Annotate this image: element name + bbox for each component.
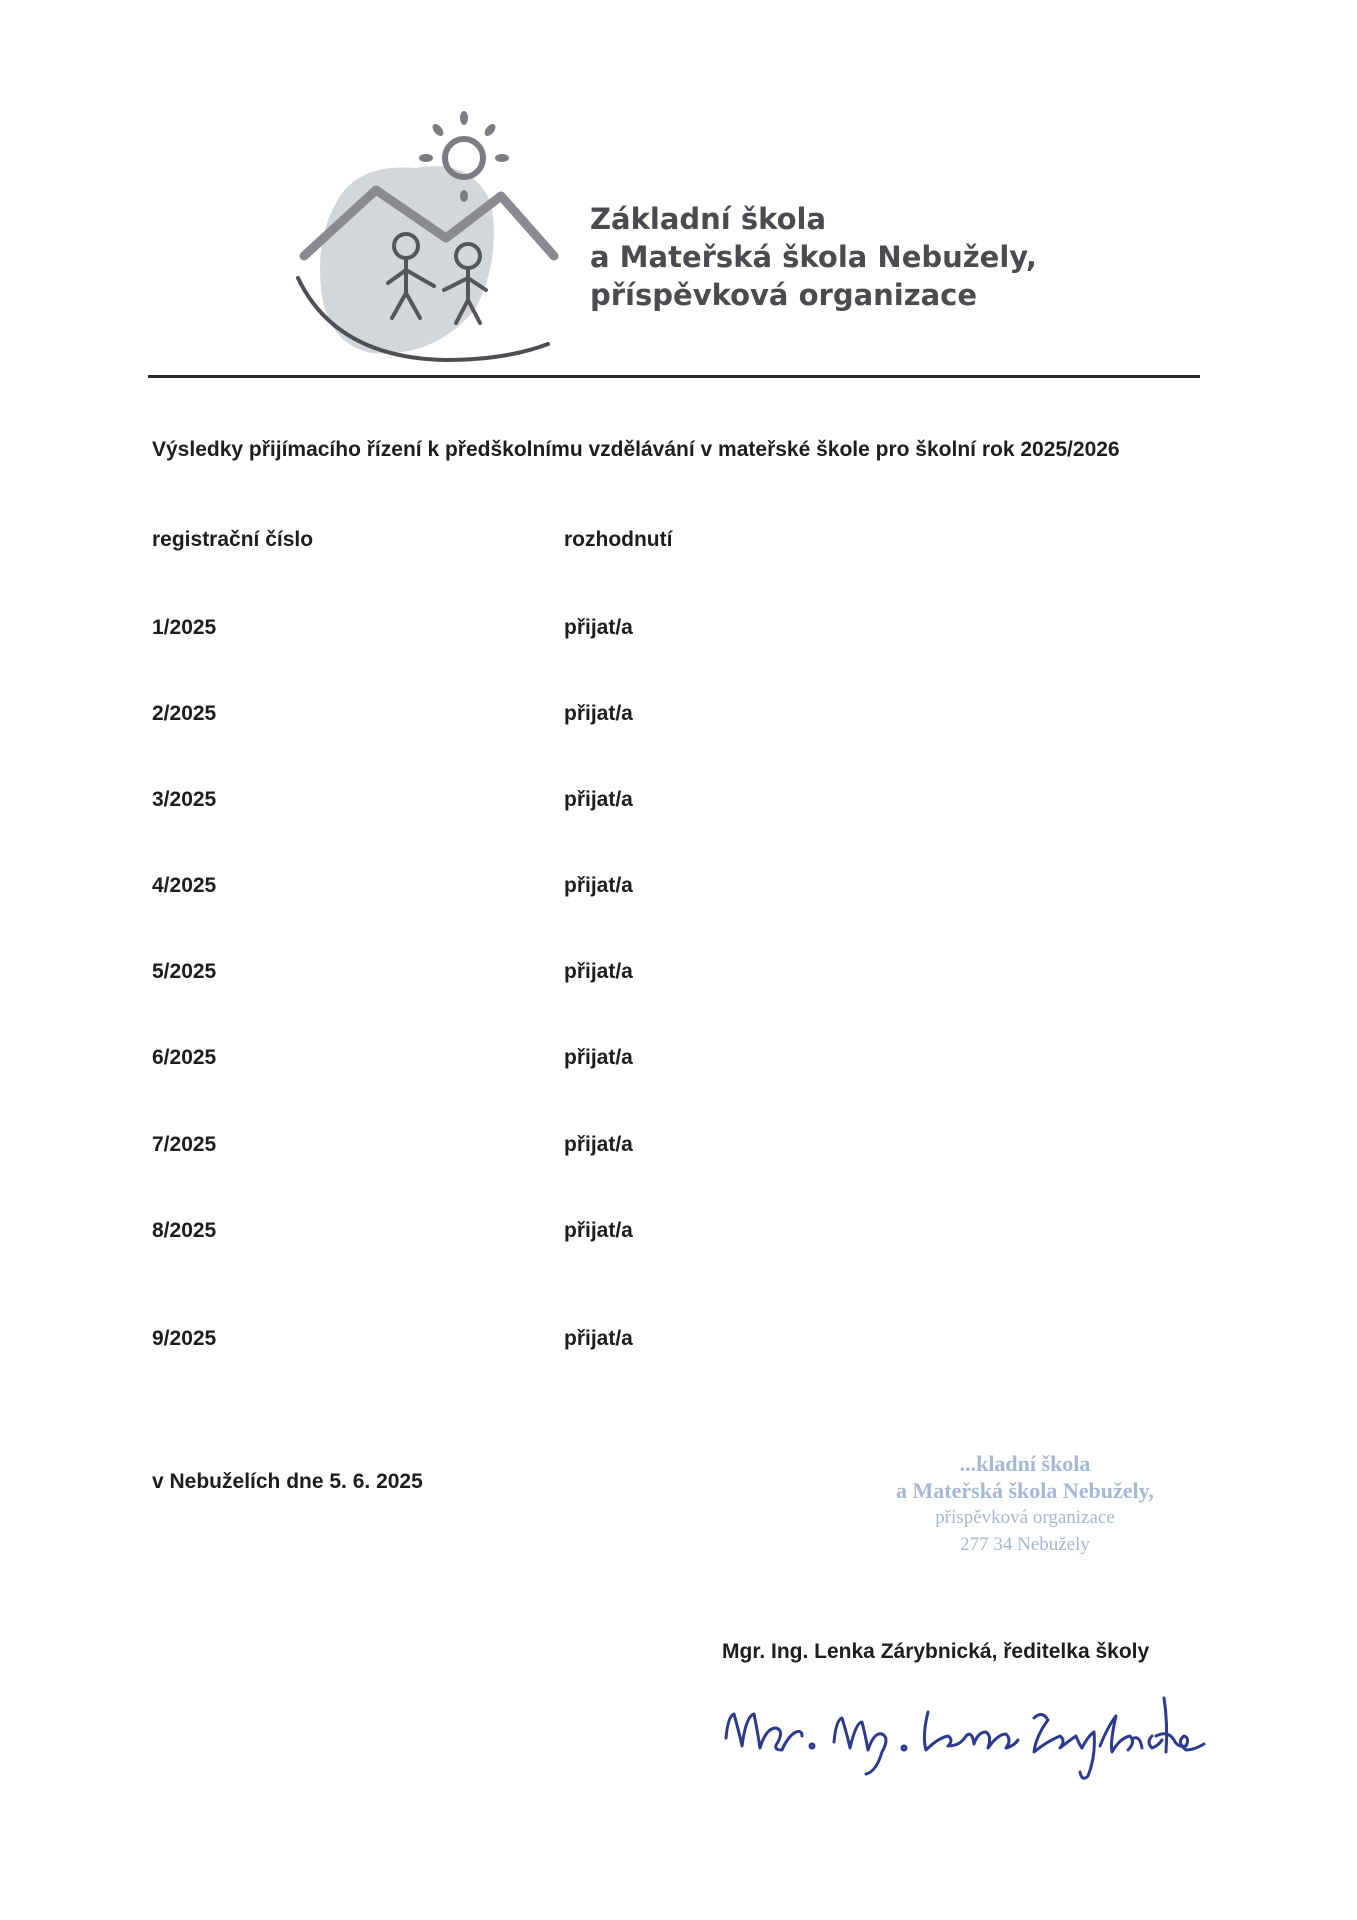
header-divider — [148, 375, 1200, 378]
table-row-reg: 1/2025 — [152, 616, 217, 639]
stamp-line-2: a Mateřská škola Nebužely, — [896, 1478, 1154, 1503]
table-row-decision: přijat/a — [564, 874, 633, 897]
table-row-reg: 6/2025 — [152, 1046, 217, 1069]
place-and-date: v Nebuželích dne 5. 6. 2025 — [152, 1470, 423, 1493]
table-row-decision: přijat/a — [564, 702, 633, 725]
table-row-decision: přijat/a — [564, 1219, 633, 1242]
table-row-decision: přijat/a — [564, 788, 633, 811]
column-header-reg-number: registrační číslo — [152, 528, 314, 551]
table-row-decision: přijat/a — [564, 616, 633, 639]
table-row-reg: 2/2025 — [152, 702, 217, 725]
table-row-reg: 9/2025 — [152, 1327, 217, 1350]
organization-name — [590, 200, 1037, 314]
table-row-reg: 7/2025 — [152, 1133, 217, 1156]
school-logo-icon — [296, 108, 566, 368]
table-row-decision: přijat/a — [564, 1133, 633, 1156]
table-row-decision: přijat/a — [564, 960, 633, 983]
table-row-decision: přijat/a — [564, 1046, 633, 1069]
signer-name: Mgr. Ing. Lenka Zárybnická, ředitelka školy — [722, 1640, 1150, 1663]
table-row-reg: 4/2025 — [152, 874, 217, 897]
table-row-reg: 3/2025 — [152, 788, 217, 811]
org-line-2: a Mateřská škola Nebužely, — [590, 240, 1037, 274]
document-title: Výsledky přijímacího řízení k předškolnímu vzdělávání v mateřské škole pro školní rok 2025/2026 — [152, 438, 1120, 461]
column-header-decision: rozhodnutí — [564, 528, 673, 551]
school-stamp — [845, 1450, 1205, 1558]
table-row-reg: 8/2025 — [152, 1219, 217, 1242]
org-line-3: příspěvková organizace — [590, 278, 978, 312]
stamp-line-4: 277 34 Nebužely — [960, 1534, 1090, 1555]
handwritten-signature — [716, 1676, 1216, 1786]
org-line-1: Základní škola — [590, 202, 827, 236]
stamp-line-3: příspěvková organizace — [935, 1507, 1115, 1528]
table-row-reg: 5/2025 — [152, 960, 217, 983]
stamp-line-1: ...kladní škola — [959, 1451, 1091, 1476]
table-row-decision: přijat/a — [564, 1327, 633, 1350]
